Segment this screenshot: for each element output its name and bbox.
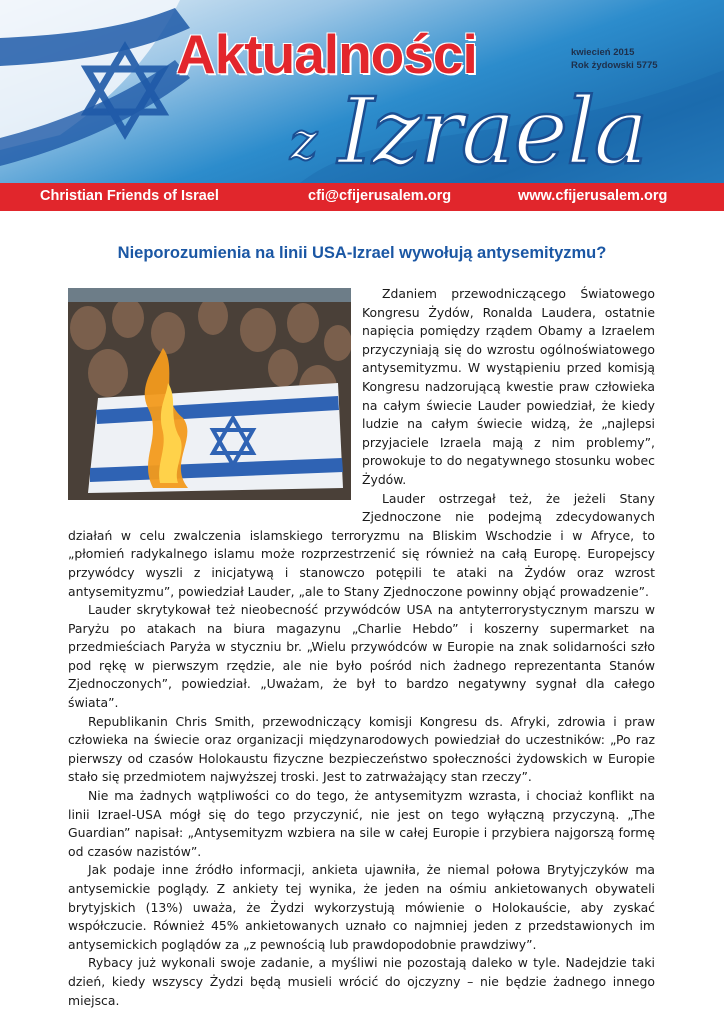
article-headline: Nieporozumienia na linii USA-Izrael wywołują antysemityzmu? bbox=[117, 244, 607, 262]
article-paragraph: Lauder skrytykował też nieobecność przywódców USA na antyterrorystycznym marszu w Paryżu po atakach na biura magazynu „Charlie Hebdo” i koszerny supermarket na przedmieściach Paryża w styczniu br. „Wielu przywódców w Europie na znak solidarności szło pod rękę w pierwszym rzędzie, ale nie było pośród nich żadnego reprezentanta Stanów Zjednoczonych”, powiedział. „Uważam, że był to bardzo negatywny sygnał dla całego świata”. bbox=[68, 602, 655, 711]
article-paragraph: Nie ma żadnych wątpliwości co do tego, że antysemityzm wzrasta, i chociaż konflikt na linii Izrael-USA mógł się do tego przyczynić, nie jest on tego wyłączną przyczyną. „The Guardian” napisał: „Antysemityzm wzbiera na sile w całej Europie i przybiera najgorszą formę od czasów nazistów”. bbox=[68, 788, 655, 859]
script-z: z bbox=[290, 112, 318, 172]
article-paragraph: Jak podaje inne źródło informacji, ankieta ujawniła, że niemal połowa Brytyjczyków ma antysemickie poglądy. Z ankiety tej wynika, że jeden na ośmiu ankietowanych obywateli brytyjskich (13%) uważa, że Żydzi wykorzystują mówienie o Holokauście, aby zyskać współczucie. Również 45% ankietowanych uznało co najmniej jeden z przedstawionych im antysemickich poglądów za „z pewnością lub prawdopodobnie prawdziwy”. bbox=[68, 862, 655, 952]
article-paragraph: Republikanin Chris Smith, przewodniczący komisji Kongresu ds. Afryki, zdrowia i praw człowieka na świecie oraz organizacji międzynarodowych powiedział do uczestników: „Po raz pierwszy od czasów Holokaustu fizyczne bezpieczeństwo społeczności żydowskich w Europie stało się przedmiotem najwyższej troski. Jest to zatrważający stan rzeczy”. bbox=[68, 713, 655, 785]
masthead-title: Aktualności bbox=[176, 23, 477, 85]
organization-name: Christian Friends of Israel bbox=[40, 188, 219, 204]
article-paragraph: Zdaniem przewodniczącego Światowego Kongresu Żydów, Ronalda Laudera, ostatnie napięcia pomiędzy rządem Obamy a Izraelem przyczyniają się do wzrostu ogólnoświatowego antysemityzmu. W wystąpieniu przed komisją Kongresu nadzorującą kwestie praw człowieka na całym świecie Lauder powiedział, że kiedy ludzie na całym świecie widzą, że „najlepsi przyjaciele Izraela mają z nim problemy”, prowokuje to do negatywnego stosunku wobec Żydów. bbox=[362, 286, 655, 487]
article-paragraph: Rybacy już wykonali swoje zadanie, a myśliwi nie pozostają daleko w tyle. Nadejdzie taki dzień, kiedy wszyscy Żydzi będą musieli wrócić do ojczyzny – nie będzie żadnego innego miejsca. bbox=[68, 955, 655, 1008]
masthead-banner bbox=[0, 0, 724, 183]
article-paragraph: Lauder ostrzegał też, że jeżeli Stany Zjednoczone nie podejmą zdecydowanych działań w celu zwalczenia islamskiego terroryzmu na Bliskim Wschodzie i w Afryce, to „płomień radykalnego islamu może rozprzestrzenić się również na całą Europę. Europejscy przywódcy wyszli z inicjatywą i stanowczo potępili te ataki na Żydów oraz wzrost antysemityzmu”, powiedział Lauder, „ale to Stany Zjednoczone powinny objąć prowadzenie”. bbox=[68, 490, 655, 599]
website-link[interactable]: www.cfijerusalem.org bbox=[518, 188, 668, 204]
email-link[interactable]: cfi@cfijerusalem.org bbox=[308, 188, 452, 204]
issue-month: kwiecień 2015 bbox=[571, 47, 635, 58]
issue-year: Rok żydowski 5775 bbox=[571, 60, 658, 71]
script-izrael: Izraela bbox=[338, 78, 647, 183]
article-body bbox=[68, 285, 655, 1010]
photo-float-spacer bbox=[68, 285, 351, 513]
contact-bar bbox=[0, 183, 724, 211]
issue-info bbox=[571, 46, 658, 72]
